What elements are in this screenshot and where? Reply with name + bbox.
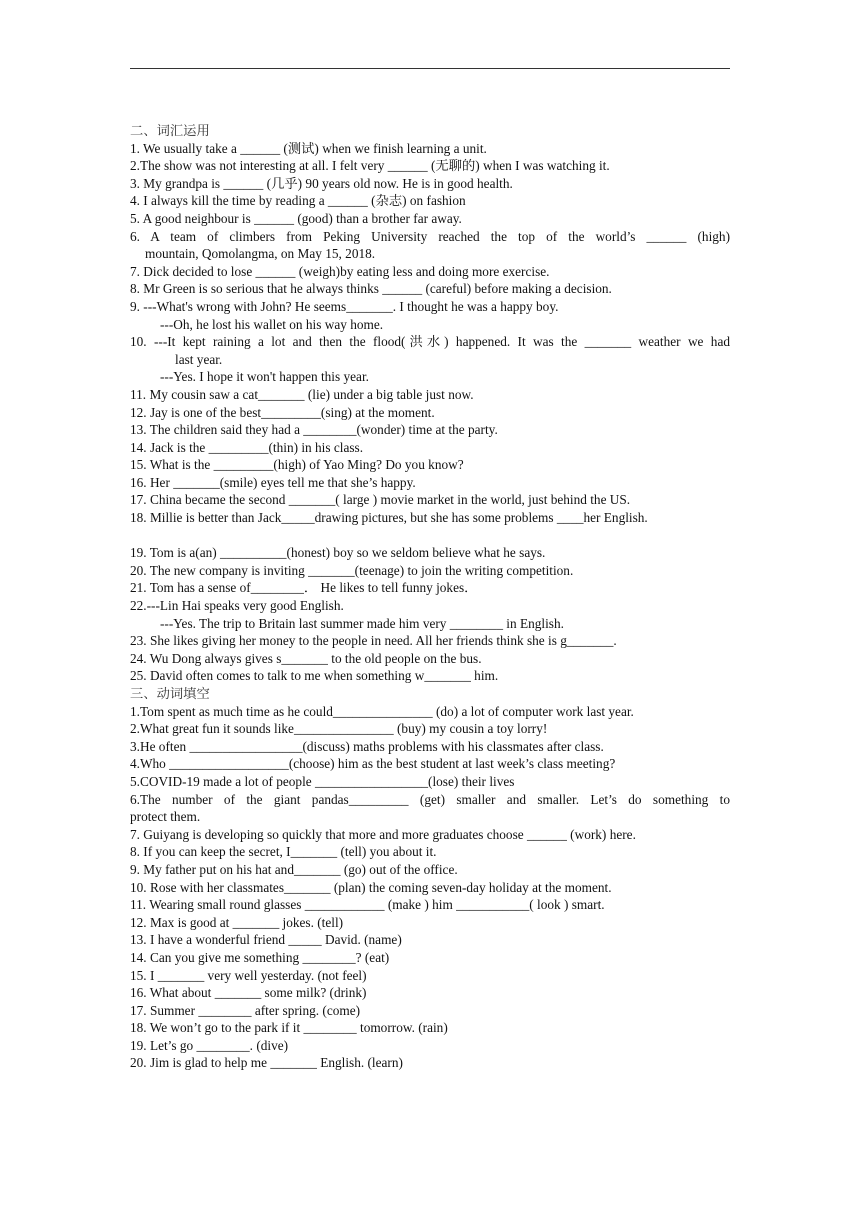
exercise-line: 18. We won’t go to the park if it ________ tomorrow. (rain) bbox=[130, 1020, 448, 1036]
exercise-line: 9. My father put on his hat and_______ (go) out of the office. bbox=[130, 861, 458, 877]
exercise-line: 20. Jim is glad to help me _______ English. (learn) bbox=[130, 1055, 403, 1071]
exercise-line: 1. We usually take a ______ (测试) when we finish learning a unit. bbox=[130, 140, 487, 156]
exercise-line: 7. Dick decided to lose ______ (weigh)by eating less and doing more exercise. bbox=[130, 263, 550, 279]
exercise-line: 14. Can you give me something ________? (eat) bbox=[130, 949, 390, 965]
exercise-line: 19. Tom is a(an) __________(honest) boy so we seldom believe what he says. bbox=[130, 545, 546, 561]
exercise-line: 6. A team of climbers from Peking University reached the top of the world’s ______ (high) bbox=[130, 228, 730, 244]
exercise-line: 10. Rose with her classmates_______ (plan) the coming seven-day holiday at the moment. bbox=[130, 879, 612, 895]
exercise-line: 16. Her _______(smile) eyes tell me that she’s happy. bbox=[130, 474, 416, 490]
exercise-line: 17. China became the second _______( large ) movie market in the world, just behind the US. bbox=[130, 492, 631, 508]
exercise-line: 7. Guiyang is developing so quickly that more and more graduates choose ______ (work) here. bbox=[130, 826, 636, 842]
exercise-line: 13. The children said they had a ________(wonder) time at the party. bbox=[130, 422, 498, 438]
exercise-line: 4. I always kill the time by reading a ______ (杂志) on fashion bbox=[130, 193, 466, 209]
exercise-line: 16. What about _______ some milk? (drink) bbox=[130, 985, 367, 1001]
exercise-line: 19. Let’s go ________. (dive) bbox=[130, 1037, 289, 1053]
exercise-line: 8. If you can keep the secret, I_______ (tell) you about it. bbox=[130, 844, 437, 860]
exercise-line: 22.---Lin Hai speaks very good English. bbox=[130, 598, 344, 614]
exercise-line: 4.Who __________________(choose) him as the best student at last week’s class meeting? bbox=[130, 756, 616, 772]
section-heading-verbs: 三、动词填空 bbox=[130, 686, 210, 701]
exercise-line: 5.COVID-19 made a lot of people _________________(lose) their lives bbox=[130, 773, 515, 789]
exercise-line: 6.The number of the giant pandas_________ (get) smaller and smaller. Let’s do something to bbox=[130, 791, 730, 807]
exercise-line: 17. Summer ________ after spring. (come) bbox=[130, 1002, 361, 1018]
exercise-line: 13. I have a wonderful friend _____ David. (name) bbox=[130, 932, 402, 948]
exercise-line: 25. David often comes to talk to me when something w_______ him. bbox=[130, 668, 499, 684]
exercise-line: 2.The show was not interesting at all. I felt very ______ (无聊的) when I was watching it. bbox=[130, 158, 610, 174]
exercise-line: 9. ---What's wrong with John? He seems_______. I thought he was a happy boy. bbox=[130, 298, 559, 314]
exercise-line: 24. Wu Dong always gives s_______ to the old people on the bus. bbox=[130, 650, 482, 666]
exercise-line-continuation: ---Yes. The trip to Britain last summer made him very ________ in English. bbox=[160, 615, 564, 631]
exercise-line-continuation: last year. bbox=[175, 351, 223, 367]
exercise-line: 15. What is the _________(high) of Yao Ming? Do you know? bbox=[130, 457, 464, 473]
exercise-line: 12. Jay is one of the best_________(sing) at the moment. bbox=[130, 404, 435, 420]
header-rule bbox=[130, 68, 730, 69]
exercise-line: 14. Jack is the _________(thin) in his class. bbox=[130, 439, 364, 455]
exercise-line: 21. Tom has a sense of________． He likes to tell funny jokes． bbox=[130, 580, 478, 596]
exercise-line: 2.What great fun it sounds like_______________ (buy) my cousin a toy lorry! bbox=[130, 721, 548, 737]
exercise-line: 15. I _______ very well yesterday. (not feel) bbox=[130, 967, 367, 983]
worksheet-content bbox=[130, 122, 730, 1072]
exercise-line: 12. Max is good at _______ jokes. (tell) bbox=[130, 914, 344, 930]
exercise-line: 10. ---It kept raining a lot and then the flood(洪水) happened. It was the _______ weather we had bbox=[130, 334, 730, 350]
exercise-line-continuation: protect them. bbox=[130, 809, 201, 825]
exercise-line-continuation: ---Yes. I hope it won't happen this year. bbox=[160, 369, 369, 385]
exercise-line: 11. My cousin saw a cat_______ (lie) under a big table just now. bbox=[130, 386, 474, 402]
exercise-line: 3.He often _________________(discuss) maths problems with his classmates after class. bbox=[130, 738, 604, 754]
exercise-line-continuation: mountain, Qomolangma, on May 15, 2018. bbox=[145, 246, 376, 262]
blank-line bbox=[130, 527, 730, 545]
exercise-line: 5. A good neighbour is ______ (good) than a brother far away. bbox=[130, 210, 462, 226]
exercise-line-continuation: ---Oh, he lost his wallet on his way home. bbox=[160, 316, 384, 332]
exercise-line: 1.Tom spent as much time as he could_______________ (do) a lot of computer work last year. bbox=[130, 703, 634, 719]
section-heading-vocabulary: 二、词汇运用 bbox=[130, 123, 210, 138]
exercise-line: 8. Mr Green is so serious that he always thinks ______ (careful) before making a decision. bbox=[130, 281, 612, 297]
exercise-line: 23. She likes giving her money to the people in need. All her friends think she is g_______. bbox=[130, 633, 617, 649]
exercise-line: 3. My grandpa is ______ (几乎) 90 years old now. He is in good health. bbox=[130, 175, 513, 191]
exercise-line: 11. Wearing small round glasses ____________ (make ) him ___________( look ) smart. bbox=[130, 897, 605, 913]
exercise-line: 18. Millie is better than Jack_____drawing pictures, but she has some problems ____her English. bbox=[130, 510, 648, 526]
exercise-line: 20. The new company is inviting _______(teenage) to join the writing competition. bbox=[130, 562, 574, 578]
